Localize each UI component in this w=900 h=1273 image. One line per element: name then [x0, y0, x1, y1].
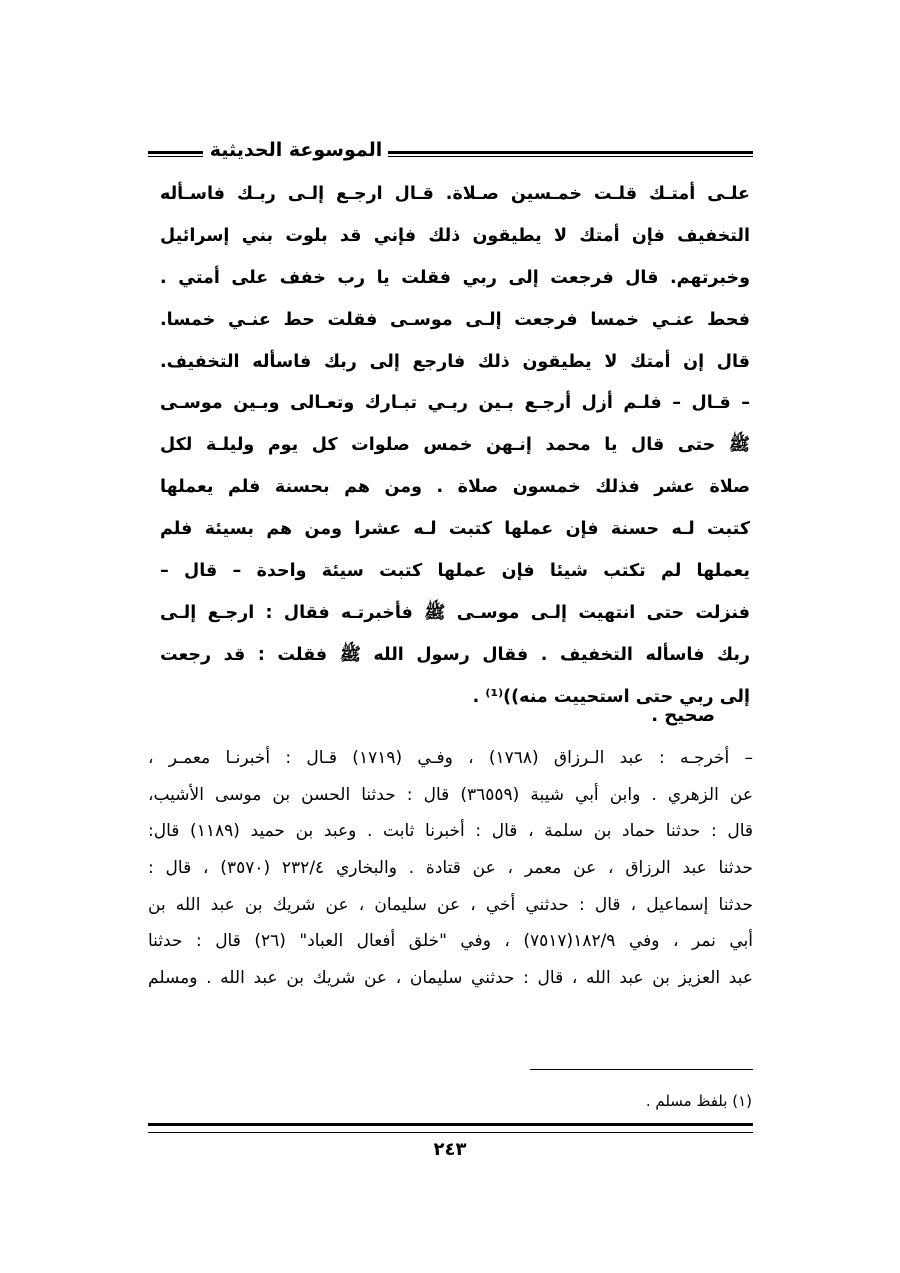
takhrij-line: حدثنا عبد الرزاق ، عن معمر ، عن قتادة . والبخاري ٢٣٢/٤ (٣٥٧٠) ، قال : — [148, 858, 753, 879]
takhrij-text — [148, 740, 753, 997]
footnote-separator — [530, 1069, 753, 1070]
hadith-line: وخبرتهم. قال فرجعت إلى ربي فقلت يا رب خفف على أمتي . — [160, 267, 750, 288]
page-header — [148, 139, 753, 165]
hadith-line: يعملها لم تكتب شيئا فإن عملها كتبت سيئة واحدة – قال – — [160, 561, 750, 582]
header-rule-left — [148, 151, 203, 157]
hadith-line: ربك فاسأله التخفيف . فقال رسول الله ﷺ فقلت : قد رجعت — [160, 644, 750, 665]
hadith-line: فحط عنـي خمسا فرجعت إلـى موسـى فقلت حط عنـي خمسا. — [160, 309, 750, 330]
takhrij-line: عن الزهري . وابن أبي شيبة (٣٦٥٥٩) قال : حدثنا الحسن بن موسى الأشيب، — [148, 784, 753, 805]
footer-rule — [148, 1123, 753, 1133]
header-title: الموسوعة الحديثية — [209, 139, 383, 161]
takhrij-line: عبد العزيز بن عبد الله ، قال : حدثني سليمان ، عن شريك بن عبد الله . ومسلم — [148, 968, 753, 989]
hadith-line: صلاة عشر فذلك خمسون صلاة . ومن هم بحسنة فلم يعملها — [160, 477, 750, 498]
hadith-line: قال إن أمتك لا يطيقون ذلك فارجع إلى ربك فاسأله التخفيف. — [160, 351, 750, 372]
takhrij-line: – أخرجـه : عبد الـرزاق (١٧٦٨) ، وفـي (١٧١٩) قـال : أخبرنـا معمـر ، — [148, 748, 753, 768]
header-rule-right — [388, 151, 753, 157]
takhrij-line: أبي نمر ، وفي ١٨٢/٩(٧٥١٧) ، وفي "خلق أفعال العباد" (٢٦) قال : حدثنا — [148, 931, 753, 952]
footnote: (١) بلفظ مسلم . — [645, 1092, 752, 1110]
hadith-line: التخفيف فإن أمتك لا يطيقون ذلك فإني قد بلوت بني إسرائيل — [160, 225, 750, 246]
hadith-text — [160, 174, 750, 719]
hadith-line: علـى أمتـك قلـت خمـسين صـلاة. قـال ارجـع إلـى ربـك فاسـأله — [160, 184, 750, 204]
page-number: ٢٤٣ — [433, 1139, 467, 1160]
hadith-line: كتبت لـه حسنة فإن عملها كتبت لـه عشرا ومن هم بسيئة فلم — [160, 519, 750, 540]
hadith-line: ﷺ حتى قال يا محمد إنـهن خمس صلوات كل يوم وليلـة لكل — [160, 435, 750, 456]
takhrij-line: قال : حدثنا حماد بن سلمة ، قال : أخبرنا ثابت . وعبد بن حميد (١١٨٩) قال: — [148, 821, 753, 842]
hadith-line: إلى ربي حتى استحييت منه))⁽¹⁾ . — [472, 686, 750, 707]
hadith-line: – قـال – فلـم أزل أرجـع بـين ربـي تبـارك وتعـالى وبـين موسـى — [160, 393, 750, 414]
hadith-grade: صحيح . — [651, 705, 715, 726]
hadith-line: فنزلت حتى انتهيت إلـى موسـى ﷺ فأخبرتـه فقال : ارجـع إلـى — [160, 602, 750, 623]
takhrij-line: حدثنا إسماعيل ، قال : حدثني أخي ، عن سليمان ، عن شريك بن عبد الله بن — [148, 894, 753, 915]
